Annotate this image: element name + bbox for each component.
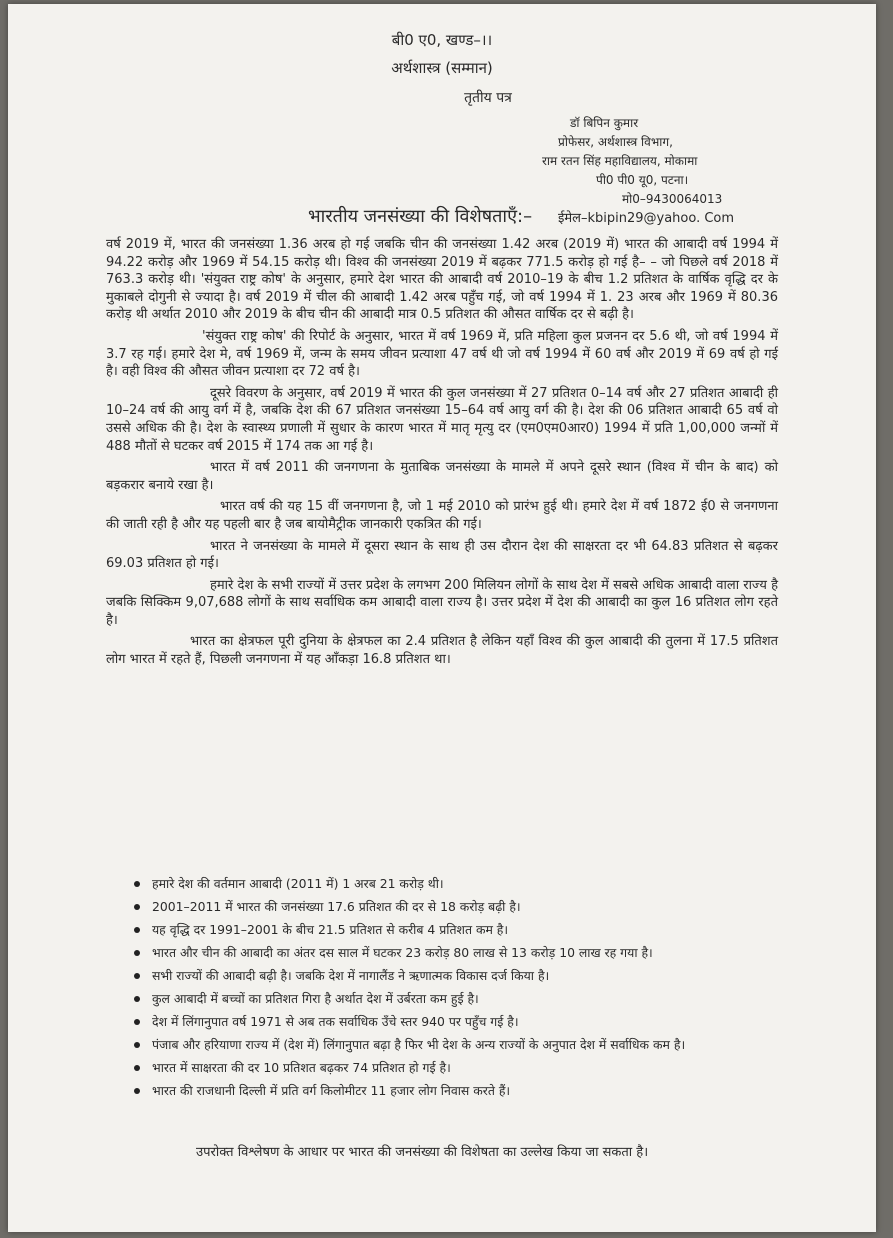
list-item xyxy=(106,944,778,961)
list-item-text: हमारे देश की वर्तमान आबादी (2011 में) 1 अरब 21 करोड़ थी। xyxy=(152,876,444,891)
list-item-text: भारत और चीन की आबादी का अंतर दस साल में घटकर 23 करोड़ 80 लाख से 13 करोड़ 10 लाख रह गया है। xyxy=(152,945,653,960)
bullet-list xyxy=(106,875,778,1105)
list-item-text: कुल आबादी में बच्चों का प्रतिशत गिरा है अर्थात देश में उर्बरता कम हुई है। xyxy=(152,991,479,1006)
paper-heading: तृतीय पत्र xyxy=(464,90,512,106)
bullet-icon xyxy=(134,973,140,979)
list-item xyxy=(106,921,778,938)
list-item-text: सभी राज्यों की आबादी बढ़ी है। जबकि देश में नागालैंड ने ऋणात्मक विकास दर्ज किया है। xyxy=(152,968,550,983)
bullet-icon xyxy=(134,1088,140,1094)
document-page xyxy=(8,4,876,1232)
list-item xyxy=(106,898,778,915)
list-item xyxy=(106,1082,778,1099)
paragraph: भारत का क्षेत्रफल पूरी दुनिया के क्षेत्रफल का 2.4 प्रतिशत है लेकिन यहाँ विश्व की कुल आबादी की तुलना में 17.5 प्रतिशत लोग भारत में रहते हैं, पिछली जनगणना में यह आँकड़ा 16.8 प्रतिशत था। xyxy=(106,634,778,668)
author-designation: प्रोफेसर, अर्थशास्त्र विभाग, xyxy=(558,135,673,149)
bullet-icon xyxy=(134,904,140,910)
list-item-text: भारत की राजधानी दिल्ली में प्रति वर्ग किलोमीटर 11 हजार लोग निवास करते हैं। xyxy=(152,1083,511,1098)
bullet-icon xyxy=(134,881,140,887)
author-name: डॉ बिपिन कुमार xyxy=(570,116,639,130)
bullet-icon xyxy=(134,1019,140,1025)
paragraph: भारत ने जनसंख्या के मामले में दूसरा स्थान के साथ ही उस दौरान देश की साक्षरता दर भी 64.83 प्रतिशत से बढ़कर 69.03 प्रतिशत हो गई। xyxy=(106,538,778,572)
list-item-text: पंजाब और हरियाणा राज्य में (देश में) लिंगानुपात बढ़ा है फिर भी देश के अन्य राज्यों के अनुपात देश में सर्वाधिक कम है। xyxy=(152,1037,686,1052)
body-text xyxy=(106,236,778,673)
author-block xyxy=(518,114,858,228)
bullet-icon xyxy=(134,1042,140,1048)
list-item xyxy=(106,875,778,892)
subject-heading: अर्थशास्त्र (सम्मान) xyxy=(391,59,493,77)
paragraph: दूसरे विवरण के अनुसार, वर्ष 2019 में भारत की कुल जनसंख्या में 27 प्रतिशत 0–14 वर्ष और 27 प्रतिशत आबादी ही 10–24 वर्ष की आयु वर्ग में है, जबकि देश की 67 प्रतिशत जनसंख्या 15–64 वर्ष आयु वर्ग की है। देश की 06 प्रतिशत आबादी 65 वर्ष वो उससे अधिक की है। देश के स्वास्थ्य प्रणाली में सुधार के कारण भारत में मातृ मृत्यु दर (एम0एम0आर0) 1994 में प्रति 1,00,000 जन्मों में 488 मौतों से घटकर वर्ष 2015 में 174 तक आ गई है। xyxy=(106,385,778,454)
course-heading: बी0 ए0, खण्ड–।। xyxy=(391,31,493,49)
list-item xyxy=(106,1059,778,1076)
bullet-icon xyxy=(134,950,140,956)
paragraph: 'संयुक्त राष्ट्र कोष' की रिपोर्ट के अनुसार, भारत में वर्ष 1969 में, प्रति महिला कुल प्रजनन दर 5.6 थी, जो वर्ष 1994 में 3.7 रह गई। हमारे देश मे, वर्ष 1969 में, जन्म के समय जीवन प्रत्याशा 47 वर्ष थी जो वर्ष 1994 में 60 वर्ष और 2019 में 69 वर्ष हो गई है। वही विश्व की औसत जीवन प्रत्याशा दर 72 वर्ष है। xyxy=(106,328,778,380)
list-item xyxy=(106,990,778,1007)
list-item xyxy=(106,1036,778,1053)
list-item xyxy=(106,1013,778,1030)
page-title: भारतीय जनसंख्या की विशेषताएँ:– xyxy=(308,206,533,227)
paragraph: भारत में वर्ष 2011 की जनगणना के मुताबिक जनसंख्या के मामले में अपने दूसरे स्थान (विश्व में चीन के बाद) को बड़करार बनाये रखा है। xyxy=(106,460,778,493)
list-item-text: 2001–2011 में भारत की जनसंख्या 17.6 प्रतिशत की दर से 18 करोड़ बढ़ी है। xyxy=(152,899,521,914)
author-mobile: मो0–9430064013 xyxy=(622,192,723,206)
author-college: राम रतन सिंह महाविद्यालय, मोकामा xyxy=(542,154,698,168)
paragraph: हमारे देश के सभी राज्यों में उत्तर प्रदेश के लगभग 200 मिलियन लोगों के साथ देश में सबसे अधिक आबादी वाला राज्य है जबकि सिक्किम 9,07,688 लोगों के साथ सर्वाधिक कम आबादी वाला राज्य है। उत्तर प्रदेश में देश की आबादी का कुल 16 प्रतिशत लोग रहते है। xyxy=(106,577,778,628)
bullet-icon xyxy=(134,927,140,933)
paragraph: भारत वर्ष की यह 15 वीं जनगणना है, जो 1 मई 2010 को प्रारंभ हुई थी। हमारे देश में वर्ष 1872 ई0 से जनगणना की जाती रही है और यह पहली बार है जब बायोमैट्रीक जानकारी एकत्रित की गई। xyxy=(106,499,778,532)
list-item-text: भारत में साक्षरता की दर 10 प्रतिशत बढ़कर 74 प्रतिशत हो गई है। xyxy=(152,1060,451,1075)
list-item-text: यह वृद्धि दर 1991–2001 के बीच 21.5 प्रतिशत से करीब 4 प्रतिशत कम है। xyxy=(152,922,509,937)
bullet-icon xyxy=(134,1065,140,1071)
author-university: पी0 पी0 यू0, पटना। xyxy=(596,173,689,187)
bullet-icon xyxy=(134,996,140,1002)
closing-line: उपरोक्त विश्लेषण के आधार पर भारत की जनसंख्या की विशेषता का उल्लेख किया जा सकता है। xyxy=(196,1145,649,1160)
list-item-text: देश में लिंगानुपात वर्ष 1971 से अब तक सर्वाधिक उँचे स्तर 940 पर पहुँच गई है। xyxy=(152,1014,519,1029)
list-item xyxy=(106,967,778,984)
paragraph: वर्ष 2019 में, भारत की जनसंख्या 1.36 अरब हो गई जबकि चीन की जनसंख्या 1.42 अरब (2019 में) भारत की आबादी वर्ष 1994 में 94.22 करोड़ और 1969 में 54.15 करोड़ थी। विश्व की जनसंख्या 2019 में बढ़कर 771.5 करोड़ हो गई है– – जो पिछले वर्ष 2018 में 763.3 करोड़ थी। 'संयुक्त राष्ट्र कोष' के अनुसार, हमारे देश भारत की आबादी वर्ष 2010–19 के बीच 1.2 प्रतिशत के वार्षिक वृद्धि दर के मुकाबले दोगुनी से ज्यादा है। वर्ष 2019 में चील की आबादी 1.42 अरब पहुँच गई, जो वर्ष 1994 में 1. 23 अरब और 1969 में 80.36 करोड़ थी अर्थात 2010 और 2019 के बीच चीन की आबादी मात्र 0.5 प्रतिशत की औसत वार्षिक दर से बढ़ी है। xyxy=(106,237,778,323)
author-email: ईमेल–kbipin29@yahoo. Com xyxy=(558,211,735,226)
